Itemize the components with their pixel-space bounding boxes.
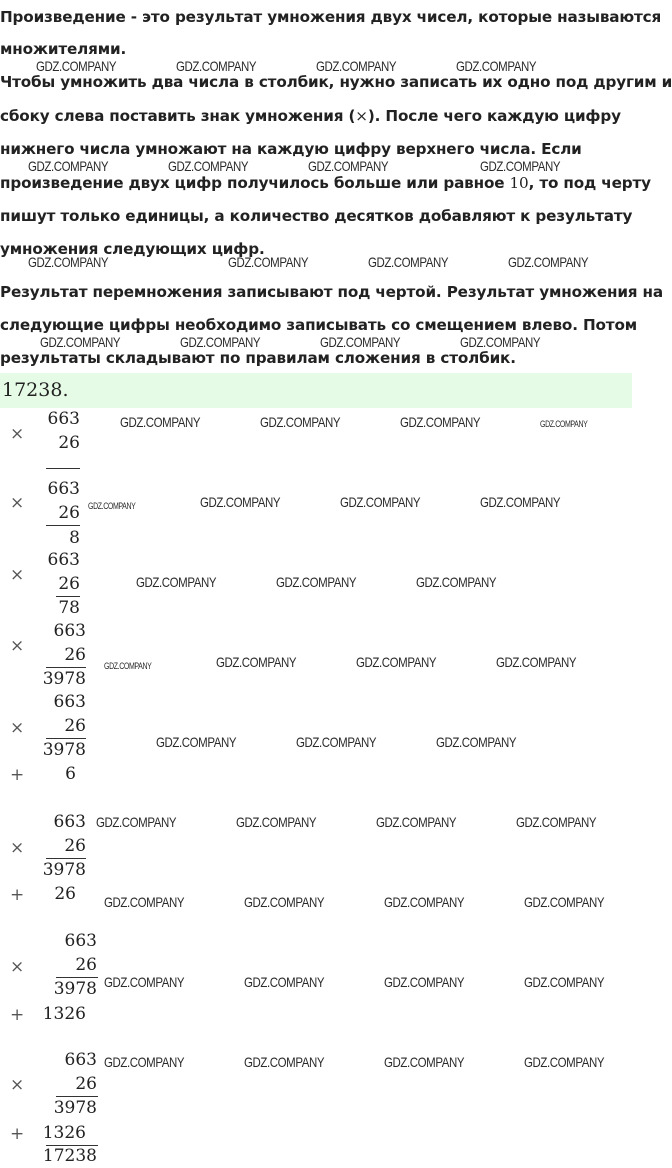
watermark: GDZ.COMPANY (88, 501, 136, 511)
rule-text-line-8: умножения следующих цифр. (0, 240, 265, 258)
watermark: GDZ.COMPANY (228, 254, 309, 270)
watermark: GDZ.COMPANY (516, 814, 597, 830)
multiplicand: 663 (47, 479, 80, 499)
watermark: GDZ.COMPANY (136, 574, 217, 590)
watermark: GDZ.COMPANY (524, 894, 605, 910)
multiplicand: 663 (64, 931, 97, 951)
partial-product: 26 (54, 884, 76, 904)
watermark: GDZ.COMPANY (176, 58, 257, 74)
watermark: GDZ.COMPANY (384, 1054, 465, 1070)
answer-band (0, 373, 632, 408)
multiplier: 26 (58, 433, 80, 453)
watermark: GDZ.COMPANY (368, 254, 449, 270)
rule-text-line-6 (0, 173, 651, 193)
watermark: GDZ.COMPANY (40, 334, 121, 350)
watermark: GDZ.COMPANY (104, 661, 152, 671)
product-result: 3978 (53, 979, 97, 999)
product-result: 3978 (42, 740, 86, 760)
multiplier: 26 (64, 645, 86, 665)
product-result: 78 (58, 598, 80, 618)
multiplier: 26 (58, 574, 80, 594)
watermark: GDZ.COMPANY (508, 254, 589, 270)
watermark: GDZ.COMPANY (260, 414, 341, 430)
times-sign: × (10, 838, 25, 858)
number-ten: 10 (509, 174, 529, 192)
plus-sign: + (10, 885, 25, 905)
rule-text-line-6a: произведение двух цифр получилось больше или равное (0, 174, 510, 192)
multiplicand: 663 (47, 550, 80, 570)
product-result: 3978 (53, 1098, 97, 1118)
product-result: 3978 (42, 669, 86, 689)
watermark: GDZ.COMPANY (524, 974, 605, 990)
times-sign: × (10, 636, 25, 656)
watermark: GDZ.COMPANY (436, 734, 517, 750)
plus-sign: + (10, 765, 25, 785)
watermark: GDZ.COMPANY (168, 158, 249, 174)
multiplicand: 663 (64, 1050, 97, 1070)
rule-text-line-9: Результат перемножения записывают под чертой. Результат умножения на (0, 283, 663, 301)
product-result: 8 (69, 528, 80, 548)
rule-text-line-7: пишут только единицы, а количество десятков добавляют к результату (0, 207, 633, 225)
watermark: GDZ.COMPANY (460, 334, 541, 350)
watermark: GDZ.COMPANY (276, 574, 357, 590)
watermark: GDZ.COMPANY (480, 494, 561, 510)
partial-product: 1326 (42, 1123, 86, 1143)
multiplicand: 663 (53, 812, 86, 832)
times-sign: × (10, 1075, 25, 1095)
rule-text-line-6b: , то под черту (528, 174, 651, 192)
result-line (46, 525, 80, 526)
watermark: GDZ.COMPANY (296, 734, 377, 750)
partial-product: 6 (65, 764, 76, 784)
watermark: GDZ.COMPANY (236, 814, 317, 830)
watermark: GDZ.COMPANY (376, 814, 457, 830)
rule-text-line-5: нижнего числа умножают на каждую цифру верхнего числа. Если (0, 140, 582, 158)
watermark: GDZ.COMPANY (96, 814, 177, 830)
rule-text-line-2: множителями. (0, 40, 127, 58)
multiplier: 26 (75, 1074, 97, 1094)
product-result: 3978 (42, 860, 86, 880)
rule-text-line-1: Произведение - это результат умножения двух чисел, которые называются (0, 8, 662, 26)
watermark: GDZ.COMPANY (200, 494, 281, 510)
multiplier: 26 (75, 955, 97, 975)
watermark: GDZ.COMPANY (28, 158, 109, 174)
watermark: GDZ.COMPANY (480, 158, 561, 174)
multiplicand: 663 (53, 621, 86, 641)
rule-text-line-4a: сбоку слева поставить знак умножения ( (0, 107, 356, 125)
times-sign: × (10, 957, 25, 977)
multiplier: 26 (58, 503, 80, 523)
watermark: GDZ.COMPANY (36, 58, 117, 74)
multiplier: 26 (64, 836, 86, 856)
answer-value: 17238. (2, 379, 69, 401)
multiplicand: 663 (53, 692, 86, 712)
watermark: GDZ.COMPANY (104, 1054, 185, 1070)
watermark: GDZ.COMPANY (180, 334, 261, 350)
watermark: GDZ.COMPANY (356, 654, 437, 670)
watermark: GDZ.COMPANY (308, 158, 389, 174)
times-sign: × (10, 424, 25, 444)
partial-product: 1326 (42, 1004, 86, 1024)
rule-text-line-4 (0, 106, 632, 126)
watermark: GDZ.COMPANY (244, 1054, 325, 1070)
plus-sign: + (10, 1124, 25, 1144)
times-sign: × (10, 493, 25, 513)
watermark: GDZ.COMPANY (384, 894, 465, 910)
watermark: GDZ.COMPANY (316, 58, 397, 74)
watermark: GDZ.COMPANY (540, 419, 588, 429)
watermark: GDZ.COMPANY (104, 894, 185, 910)
watermark: GDZ.COMPANY (216, 654, 297, 670)
watermark: GDZ.COMPANY (416, 574, 497, 590)
watermark: GDZ.COMPANY (320, 334, 401, 350)
watermark: GDZ.COMPANY (120, 414, 201, 430)
watermark: GDZ.COMPANY (384, 974, 465, 990)
watermark: GDZ.COMPANY (104, 974, 185, 990)
multiplier: 26 (64, 716, 86, 736)
rule-text-line-10: следующие цифры необходимо записывать со смещением влево. Потом (0, 316, 637, 334)
times-symbol: × (355, 107, 368, 125)
rule-text-line-4b: ). После чего каждую цифру (367, 107, 621, 125)
plus-sign: + (10, 1005, 25, 1025)
watermark: GDZ.COMPANY (28, 254, 109, 270)
watermark: GDZ.COMPANY (456, 58, 537, 74)
watermark: GDZ.COMPANY (400, 414, 481, 430)
times-sign: × (10, 565, 25, 585)
watermark: GDZ.COMPANY (524, 1054, 605, 1070)
rule-text-line-11: результаты складывают по правилам сложения в столбик. (0, 349, 516, 367)
rule-text-line-3: Чтобы умножить два числа в столбик, нужно записать их одно под другим и (0, 73, 672, 91)
watermark: GDZ.COMPANY (244, 894, 325, 910)
watermark: GDZ.COMPANY (244, 974, 325, 990)
final-product: 17238 (42, 1146, 97, 1166)
watermark: GDZ.COMPANY (496, 654, 577, 670)
multiplicand: 663 (47, 409, 80, 429)
watermark: GDZ.COMPANY (340, 494, 421, 510)
result-line (46, 468, 80, 469)
watermark: GDZ.COMPANY (156, 734, 237, 750)
times-sign: × (10, 718, 25, 738)
